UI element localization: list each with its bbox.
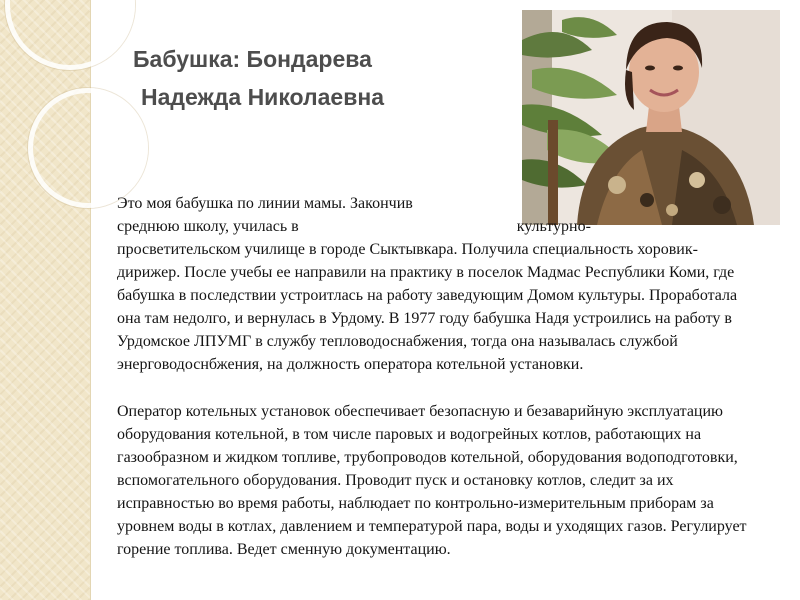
decorative-side-panel [0,0,91,600]
biography-line-2-end: культурно- [516,218,591,235]
slide-title [115,40,475,116]
biography-rest: просветительском училище в городе Сыктывкара. Получила специальность хоровик-дирижер. После учебы ее направили на практику в поселок Мадмас Республики Коми, где бабушка в последствии устроитлась на работу заведующим Домом культуры. Проработала она там недолго, и вернулась в Урдому. В 1977 году бабушка Надя устроились на работу в Урдомское ЛПУМГ в службу тепловодоснабжения, тогда она называлась службой энерговодоснбжения, на должность оператора котельной установки. [117,241,738,373]
biography-line-1: Это моя бабушка по линии мамы. Закончив [117,195,413,212]
job-description-paragraph: Оператор котельных установок обеспечивает безопасную и безаварийную эксплуатацию оборудования котельной, в том числе паровых и водогрейных котлов, работающих на газообразном и жидком топливе, трубопроводов котельной, оборудования водоподготовки, вспомогательного оборудования. Проводит пуск и остановку котлов, следит за их исправностью во время работы, наблюдает по контрольно-измерительным приборам за уровнем воды в котлах, давлением и температурой пара, воды и уходящих газов. Регулирует горение топлива. Ведет сменную документацию. [117,403,747,558]
biography-line-2 [117,215,753,238]
title-line-2: Надежда Николаевна [141,84,385,110]
title-line-1: Бабушка: Бондарева [133,46,372,72]
biography-paragraph [117,192,753,376]
biography-line-2-start: среднюю школу, училась в [117,218,299,235]
